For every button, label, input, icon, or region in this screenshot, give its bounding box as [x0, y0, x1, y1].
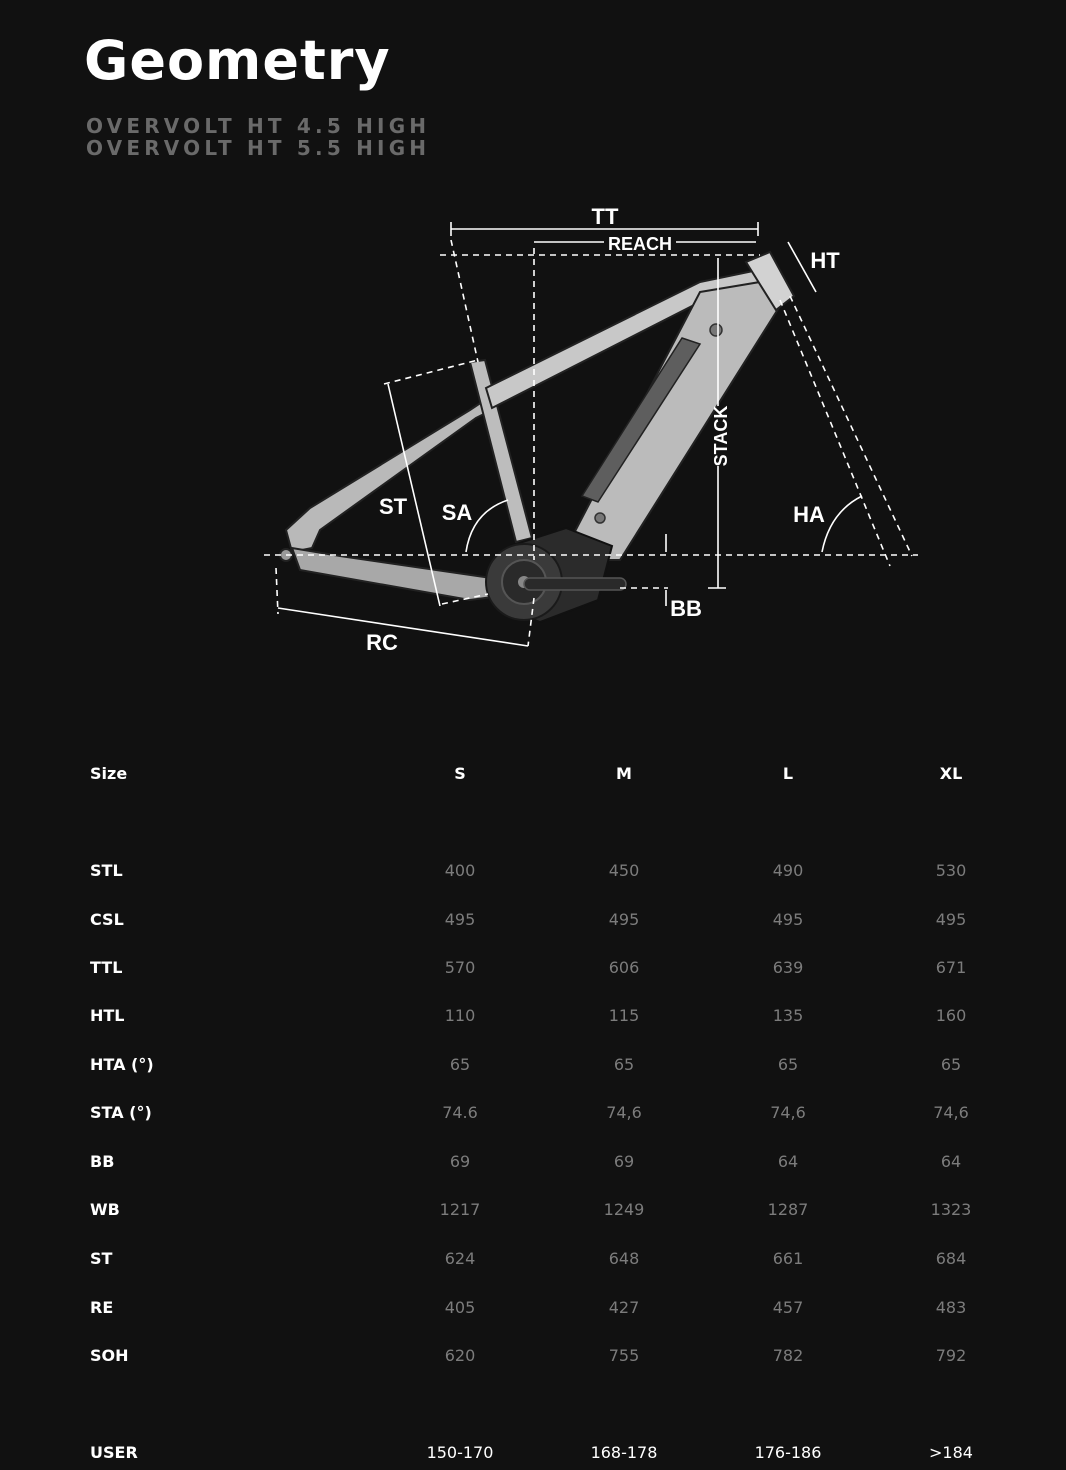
table-cell: 427 — [608, 1298, 640, 1317]
row-label: HTL — [90, 1006, 125, 1025]
dim-label-reach: REACH — [607, 234, 673, 254]
table-cell: 64 — [940, 1152, 962, 1171]
table-cell: 405 — [444, 1298, 476, 1317]
table-cell: 65 — [940, 1055, 962, 1074]
table-cell: 74,6 — [770, 1103, 806, 1122]
table-row — [0, 905, 1066, 935]
table-row — [0, 1244, 1066, 1274]
table-row — [0, 1147, 1066, 1177]
row-label: WB — [90, 1200, 120, 1219]
row-label: CSL — [90, 910, 124, 929]
user-height-row — [0, 1438, 1066, 1468]
row-label: USER — [90, 1443, 138, 1462]
row-label: HTA (°) — [90, 1055, 154, 1074]
table-cell: 792 — [935, 1346, 967, 1365]
table-cell: 755 — [608, 1346, 640, 1365]
table-cell: 782 — [772, 1346, 804, 1365]
table-cell: 495 — [935, 910, 967, 929]
table-cell: 495 — [608, 910, 640, 929]
table-cell: 168-178 — [590, 1443, 658, 1462]
row-label: BB — [90, 1152, 115, 1171]
dim-label-ht: HT — [810, 248, 840, 273]
table-cell: 64 — [777, 1152, 799, 1171]
table-cell: 606 — [608, 958, 640, 977]
table-cell: 176-186 — [754, 1443, 822, 1462]
table-cell: 135 — [772, 1006, 804, 1025]
table-row — [0, 856, 1066, 886]
table-cell: 1249 — [603, 1200, 645, 1219]
table-cell: 570 — [444, 958, 476, 977]
table-cell: 1217 — [439, 1200, 481, 1219]
table-cell: 495 — [772, 910, 804, 929]
table-cell: 74,6 — [933, 1103, 969, 1122]
table-row — [0, 953, 1066, 983]
dim-label-stack: STACK — [711, 405, 731, 467]
table-cell: 639 — [772, 958, 804, 977]
row-label: STA (°) — [90, 1103, 152, 1122]
table-row — [0, 1195, 1066, 1225]
table-cell: 483 — [935, 1298, 967, 1317]
row-label: SOH — [90, 1346, 129, 1365]
dim-label-tt: TT — [591, 204, 619, 229]
table-row — [0, 1001, 1066, 1031]
table-cell: 495 — [444, 910, 476, 929]
table-header-row — [0, 759, 1066, 789]
row-label: ST — [90, 1249, 113, 1268]
size-header: Size — [90, 764, 128, 783]
row-label: STL — [90, 861, 123, 880]
row-label: RE — [90, 1298, 114, 1317]
page-title: Geometry — [84, 29, 391, 92]
table-row — [0, 1098, 1066, 1128]
table-cell: 69 — [613, 1152, 635, 1171]
table-cell: 648 — [608, 1249, 640, 1268]
size-m: M — [616, 764, 632, 783]
table-cell: 150-170 — [426, 1443, 494, 1462]
table-cell: 1287 — [767, 1200, 809, 1219]
table-cell: 115 — [608, 1006, 640, 1025]
table-cell: 74.6 — [442, 1103, 478, 1122]
table-cell: 400 — [444, 861, 476, 880]
model-name-1: OVERVOLT HT 4.5 HIGH — [86, 114, 431, 138]
table-cell: 110 — [444, 1006, 476, 1025]
table-cell: 530 — [935, 861, 967, 880]
table-row — [0, 1293, 1066, 1323]
row-label: TTL — [90, 958, 123, 977]
table-cell: 69 — [449, 1152, 471, 1171]
model-name-2: OVERVOLT HT 5.5 HIGH — [86, 136, 431, 160]
table-cell: 490 — [772, 861, 804, 880]
table-cell: 450 — [608, 861, 640, 880]
table-cell: 620 — [444, 1346, 476, 1365]
table-cell: 65 — [777, 1055, 799, 1074]
table-cell: 624 — [444, 1249, 476, 1268]
size-s: S — [454, 764, 466, 783]
table-row — [0, 1341, 1066, 1371]
table-cell: 661 — [772, 1249, 804, 1268]
table-cell: 160 — [935, 1006, 967, 1025]
dim-label-bb: BB — [670, 596, 702, 621]
geometry-diagram — [0, 180, 1066, 680]
table-cell: 74,6 — [606, 1103, 642, 1122]
table-cell: 65 — [613, 1055, 635, 1074]
size-l: L — [782, 764, 794, 783]
table-cell: 457 — [772, 1298, 804, 1317]
table-cell: 1323 — [930, 1200, 972, 1219]
table-row — [0, 1050, 1066, 1080]
table-cell: >184 — [929, 1443, 973, 1462]
dim-label-rc: RC — [366, 630, 398, 655]
table-cell: 671 — [935, 958, 967, 977]
table-cell: 65 — [449, 1055, 471, 1074]
table-cell: 684 — [935, 1249, 967, 1268]
dim-label-ha: HA — [793, 502, 825, 527]
size-xl: XL — [939, 764, 963, 783]
dim-label-st: ST — [378, 494, 408, 519]
dim-label-sa: SA — [441, 500, 473, 525]
